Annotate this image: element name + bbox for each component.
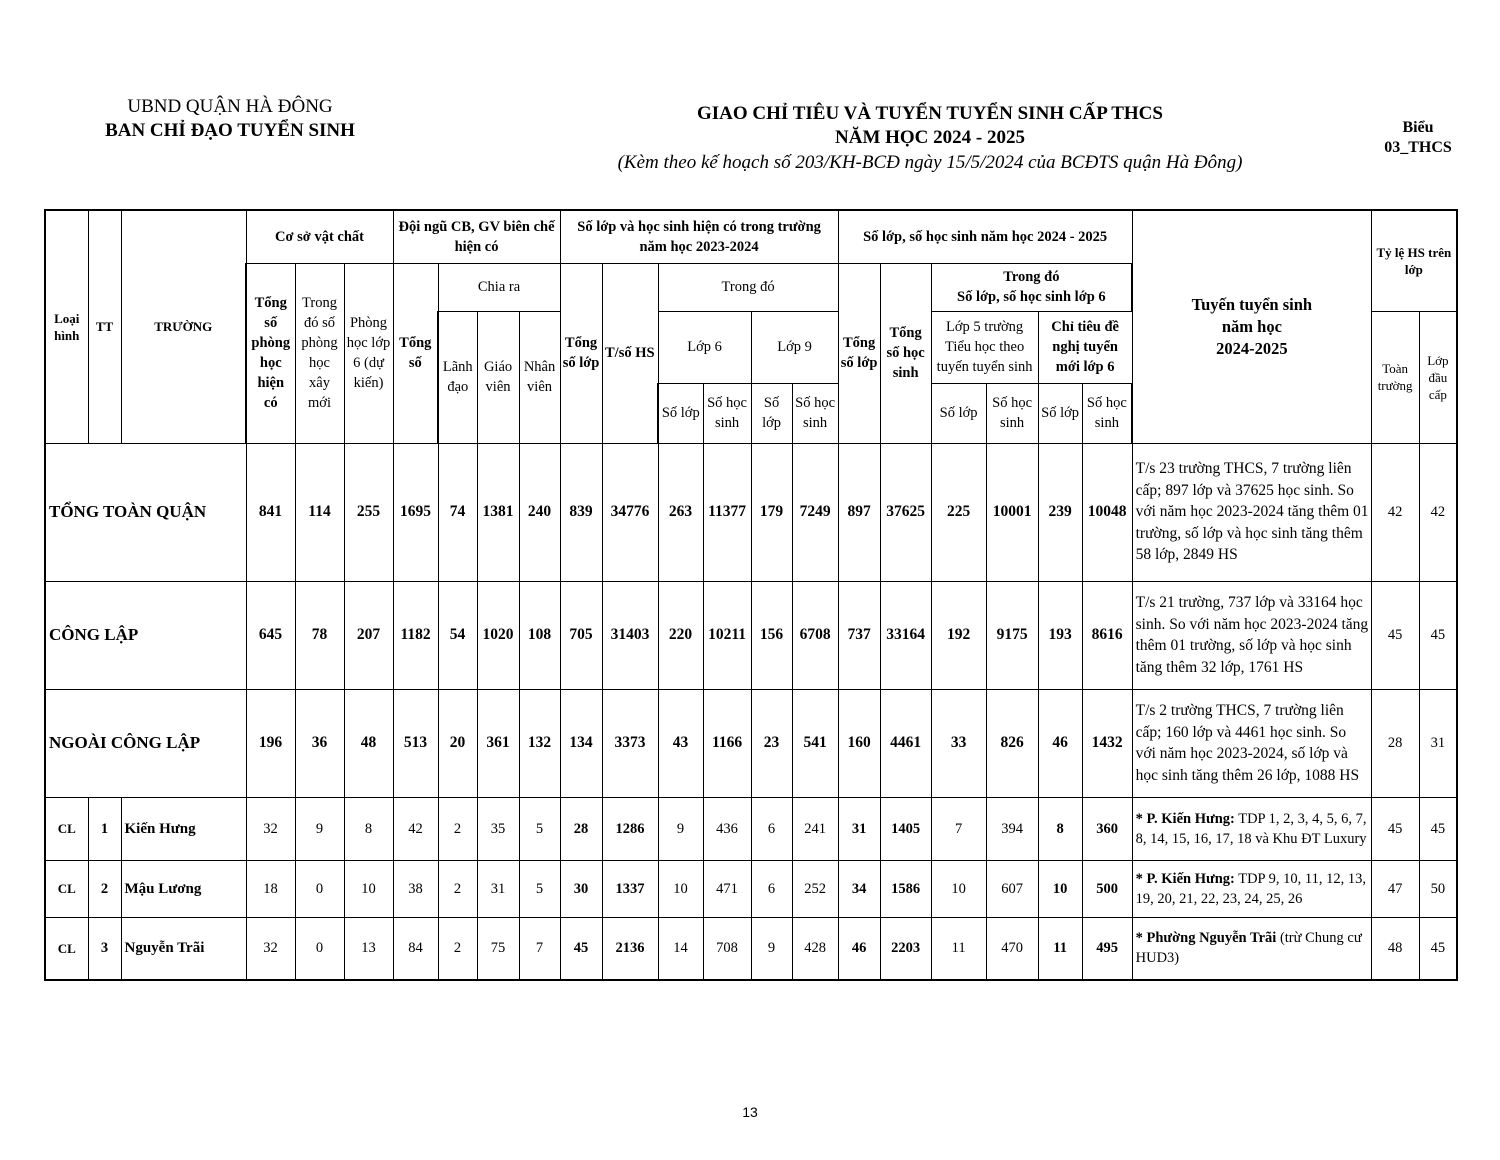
summary-label: TỔNG TOÀN QUẬN [45, 443, 246, 581]
cell: 841 [246, 443, 295, 581]
cell: 1381 [477, 443, 519, 581]
ratio-toan-truong: 47 [1371, 860, 1419, 917]
tuyen-sinh-note: T/s 21 trường, 737 lớp và 33164 học sinh. So với năm học 2023-2024 tăng thêm 01 trường, số lớp và học sinh tăng thêm 32 lớp, 1761 HS [1132, 581, 1371, 689]
col-lanh-dao: Lãnh đạo [438, 311, 477, 443]
tuyen-sinh-note: T/s 23 trường THCS, 7 trường liên cấp; 897 lớp và 37625 học sinh. So với năm học 2023-2024 tăng thêm 01 trường, số lớp và học sinh tăng thêm 58 lớp, 2849 HS [1132, 443, 1371, 581]
org-line-2: BAN CHỈ ĐẠO TUYỂN SINH [105, 120, 355, 141]
col-lop9-so-lop: Số lớp [751, 383, 792, 443]
summary-row [45, 443, 1457, 581]
cell: 10001 [986, 443, 1038, 581]
cell: 46 [1038, 689, 1082, 797]
cell: 513 [393, 689, 438, 797]
school-row [45, 917, 1457, 980]
col-lop6-so-hs: Số học sinh [703, 383, 751, 443]
group-nam-hoc-2024-2025: Số lớp, số học sinh năm học 2024 - 2025 [838, 210, 1132, 263]
note-ward: * P. Kiến Hưng: [1135, 870, 1235, 887]
cell: 32 [246, 917, 295, 980]
school-name: Mậu Lương [121, 860, 246, 917]
col-tong-phong-hoc: Tổng số phòng học hiện có [246, 263, 295, 443]
cell: 8616 [1082, 581, 1132, 689]
school-index: 3 [88, 917, 121, 980]
cell: 220 [658, 581, 703, 689]
cell: 839 [560, 443, 602, 581]
cell: 37625 [880, 443, 931, 581]
cell: 8 [1038, 797, 1082, 860]
cell: 8 [344, 797, 393, 860]
cell: 239 [1038, 443, 1082, 581]
col-lop-5-tieu-hoc: Lớp 5 trường Tiểu học theo tuyến tuyển sinh [931, 311, 1038, 383]
cell: 10 [344, 860, 393, 917]
col-chitieu-so-hs: Số học sinh [1082, 383, 1132, 443]
cell: 9 [751, 917, 792, 980]
cell: 4461 [880, 689, 931, 797]
cell: 541 [792, 689, 838, 797]
col-chia-ra: Chia ra [438, 263, 560, 311]
school-type: CL [45, 860, 88, 917]
cell: 737 [838, 581, 880, 689]
tuyen-sinh-note: T/s 2 trường THCS, 7 trường liên cấp; 160 lớp và 4461 học sinh. So với năm học 2023-2024, số lớp và học sinh tăng thêm 26 lớp, 1088 HS [1132, 689, 1371, 797]
cell: 34776 [602, 443, 658, 581]
cell: 2 [438, 797, 477, 860]
cell: 20 [438, 689, 477, 797]
cell: 35 [477, 797, 519, 860]
col-nhan-vien: Nhân viên [519, 311, 560, 443]
ratio-lop-dau-cap: 31 [1419, 689, 1457, 797]
col-tuyen-tuyen-sinh [1132, 210, 1371, 443]
cell: 7 [931, 797, 986, 860]
cell: 11 [931, 917, 986, 980]
cell: 1586 [880, 860, 931, 917]
cell: 45 [560, 917, 602, 980]
tuyen-label-3: 2024-2025 [1216, 338, 1288, 358]
cell: 14 [658, 917, 703, 980]
summary-row [45, 689, 1457, 797]
cell: 3373 [602, 689, 658, 797]
note-detail: TDP 1, 2, 3, 4, 5, 6, 7, 8, 14, 15, 16, 17, 18 và Khu ĐT Luxury [1135, 810, 1367, 847]
cell: 34 [838, 860, 880, 917]
cell: 708 [703, 917, 751, 980]
cell: 30 [560, 860, 602, 917]
cell: 471 [703, 860, 751, 917]
cell: 10 [658, 860, 703, 917]
cell: 11 [1038, 917, 1082, 980]
ratio-toan-truong: 45 [1371, 581, 1419, 689]
cell: 1166 [703, 689, 751, 797]
cell: 42 [393, 797, 438, 860]
summary-row [45, 581, 1457, 689]
cell: 10 [931, 860, 986, 917]
page-number: 13 [742, 1104, 758, 1120]
cell: 500 [1082, 860, 1132, 917]
cell: 160 [838, 689, 880, 797]
cell: 207 [344, 581, 393, 689]
cell: 436 [703, 797, 751, 860]
cell: 5 [519, 797, 560, 860]
cell: 240 [519, 443, 560, 581]
cell: 78 [295, 581, 344, 689]
cell: 38 [393, 860, 438, 917]
cell: 225 [931, 443, 986, 581]
ratio-toan-truong: 45 [1371, 797, 1419, 860]
col-lop6-so-lop: Số lớp [658, 383, 703, 443]
document-subtitle: (Kèm theo kế hoạch số 203/KH-BCĐ ngày 15/5/2024 của BCĐTS quận Hà Đông) [617, 152, 1243, 173]
cell: 23 [751, 689, 792, 797]
col-lop9-so-hs: Số học sinh [792, 383, 838, 443]
note-detail: TDP 9, 10, 11, 12, 13, 19, 20, 21, 22, 23, 24, 25, 26 [1135, 870, 1367, 907]
cell: 826 [986, 689, 1038, 797]
school-index: 2 [88, 860, 121, 917]
cell: 13 [344, 917, 393, 980]
cell: 33 [931, 689, 986, 797]
cell: 36 [295, 689, 344, 797]
ratio-lop-dau-cap: 45 [1419, 797, 1457, 860]
cell: 645 [246, 581, 295, 689]
cell: 2136 [602, 917, 658, 980]
header-row-1 [45, 210, 1457, 263]
form-code-line-1: Biểu [1402, 119, 1434, 136]
cell: 6708 [792, 581, 838, 689]
cell: 394 [986, 797, 1038, 860]
col-lop5-so-lop: Số lớp [931, 383, 986, 443]
group-doi-ngu: Đội ngũ CB, GV biên chế hiện có [393, 210, 560, 263]
ratio-lop-dau-cap: 45 [1419, 581, 1457, 689]
cell: 1182 [393, 581, 438, 689]
document-title-block [470, 102, 1390, 176]
cell: 74 [438, 443, 477, 581]
cell: 0 [295, 860, 344, 917]
col-tong-so-hs: T/số HS [602, 263, 658, 443]
col-chi-tieu-lop-6: Chỉ tiêu đề nghị tuyển mới lớp 6 [1038, 311, 1132, 383]
trong-do-label: Trong đó [1003, 269, 1060, 285]
col-chitieu-so-lop: Số lớp [1038, 383, 1082, 443]
cell: 2203 [880, 917, 931, 980]
col-toan-truong: Toàn trường [1371, 311, 1419, 443]
school-type: CL [45, 917, 88, 980]
cell: 607 [986, 860, 1038, 917]
document-title: GIAO CHỈ TIÊU VÀ TUYỂN TUYỂN SINH CẤP THCS [697, 103, 1163, 124]
ratio-lop-dau-cap: 42 [1419, 443, 1457, 581]
cell: 28 [560, 797, 602, 860]
cell: 179 [751, 443, 792, 581]
cell: 132 [519, 689, 560, 797]
cell: 7249 [792, 443, 838, 581]
col-phong-xay-moi: Trong đó số phòng học xây mới [295, 263, 344, 443]
cell: 1286 [602, 797, 658, 860]
cell: 31 [838, 797, 880, 860]
group-hien-co-2023-2024: Số lớp và học sinh hiện có trong trường năm học 2023-2024 [560, 210, 838, 263]
cell: 7 [519, 917, 560, 980]
cell: 9175 [986, 581, 1038, 689]
issuing-organization [60, 95, 400, 143]
ratio-lop-dau-cap: 45 [1419, 917, 1457, 980]
note-ward: * P. Kiến Hưng: [1135, 810, 1235, 827]
school-type: CL [45, 797, 88, 860]
form-code-line-2: 03_THCS [1384, 139, 1452, 156]
cell: 156 [751, 581, 792, 689]
cell: 428 [792, 917, 838, 980]
cell: 360 [1082, 797, 1132, 860]
cell: 495 [1082, 917, 1132, 980]
cell: 1020 [477, 581, 519, 689]
tuyen-label-2: năm học [1221, 316, 1282, 336]
ratio-lop-dau-cap: 50 [1419, 860, 1457, 917]
cell: 43 [658, 689, 703, 797]
col-trong-do-lop-6 [931, 263, 1132, 311]
cell: 192 [931, 581, 986, 689]
cell: 10048 [1082, 443, 1132, 581]
cell: 263 [658, 443, 703, 581]
col-tong-so-lop-moi: Tổng số lớp [838, 263, 880, 443]
note-ward: * Phường Nguyễn Trãi [1135, 930, 1277, 947]
cell: 6 [751, 797, 792, 860]
cell: 241 [792, 797, 838, 860]
summary-label: NGOÀI CÔNG LẬP [45, 689, 246, 797]
cell: 32 [246, 797, 295, 860]
col-truong: TRƯỜNG [121, 210, 246, 443]
cell: 9 [295, 797, 344, 860]
cell: 196 [246, 689, 295, 797]
col-tt: TT [88, 210, 121, 443]
cell: 1695 [393, 443, 438, 581]
cell: 897 [838, 443, 880, 581]
group-co-so-vat-chat: Cơ sở vật chất [246, 210, 393, 263]
cell: 193 [1038, 581, 1082, 689]
so-lop-hs-lop-6-label: Số lớp, số học sinh lớp 6 [957, 289, 1106, 305]
cell: 31 [477, 860, 519, 917]
note-detail: (trừ Chung cư HUD3) [1135, 930, 1362, 967]
ratio-toan-truong: 28 [1371, 689, 1419, 797]
org-line-1: UBND QUẬN HÀ ĐÔNG [127, 96, 333, 117]
col-phong-lop-6: Phòng học lớp 6 (dự kiến) [344, 263, 393, 443]
cell: 33164 [880, 581, 931, 689]
cell: 2 [438, 917, 477, 980]
col-tong-so-can-bo: Tổng số [393, 263, 438, 443]
cell: 0 [295, 917, 344, 980]
cell: 705 [560, 581, 602, 689]
school-name: Nguyễn Trãi [121, 917, 246, 980]
cell: 10211 [703, 581, 751, 689]
cell: 134 [560, 689, 602, 797]
tuyen-sinh-note [1132, 917, 1371, 980]
col-trong-do: Trong đó [658, 263, 838, 311]
cell: 2 [438, 860, 477, 917]
school-row [45, 797, 1457, 860]
cell: 75 [477, 917, 519, 980]
school-year-title: NĂM HỌC 2024 - 2025 [835, 127, 1025, 148]
cell: 1405 [880, 797, 931, 860]
cell: 1337 [602, 860, 658, 917]
cell: 114 [295, 443, 344, 581]
cell: 11377 [703, 443, 751, 581]
ratio-toan-truong: 42 [1371, 443, 1419, 581]
col-lop-dau-cap: Lớp đầu cấp [1419, 311, 1457, 443]
school-index: 1 [88, 797, 121, 860]
col-lop5-so-hs: Số học sinh [986, 383, 1038, 443]
cell: 46 [838, 917, 880, 980]
col-tong-so-hs-moi: Tổng số học sinh [880, 263, 931, 443]
ratio-toan-truong: 48 [1371, 917, 1419, 980]
cell: 255 [344, 443, 393, 581]
tuyen-sinh-note [1132, 797, 1371, 860]
cell: 18 [246, 860, 295, 917]
cell: 54 [438, 581, 477, 689]
summary-label: CÔNG LẬP [45, 581, 246, 689]
cell: 10 [1038, 860, 1082, 917]
col-giao-vien: Giáo viên [477, 311, 519, 443]
tuyen-sinh-note [1132, 860, 1371, 917]
cell: 48 [344, 689, 393, 797]
col-loai-hinh: Loại hình [45, 210, 88, 443]
school-row [45, 860, 1457, 917]
cell: 361 [477, 689, 519, 797]
cell: 108 [519, 581, 560, 689]
tuyen-label-1: Tuyến tuyển sinh [1191, 294, 1313, 314]
cell: 9 [658, 797, 703, 860]
cell: 470 [986, 917, 1038, 980]
col-tong-so-lop: Tổng số lớp [560, 263, 602, 443]
cell: 1432 [1082, 689, 1132, 797]
form-code [1368, 118, 1468, 158]
group-ty-le: Tỷ lệ HS trên lớp [1371, 210, 1457, 311]
cell: 6 [751, 860, 792, 917]
cell: 31403 [602, 581, 658, 689]
cell: 252 [792, 860, 838, 917]
enrollment-table [44, 209, 1458, 981]
school-name: Kiến Hưng [121, 797, 246, 860]
col-lop-9: Lớp 9 [751, 311, 838, 383]
cell: 84 [393, 917, 438, 980]
cell: 5 [519, 860, 560, 917]
col-lop-6: Lớp 6 [658, 311, 751, 383]
